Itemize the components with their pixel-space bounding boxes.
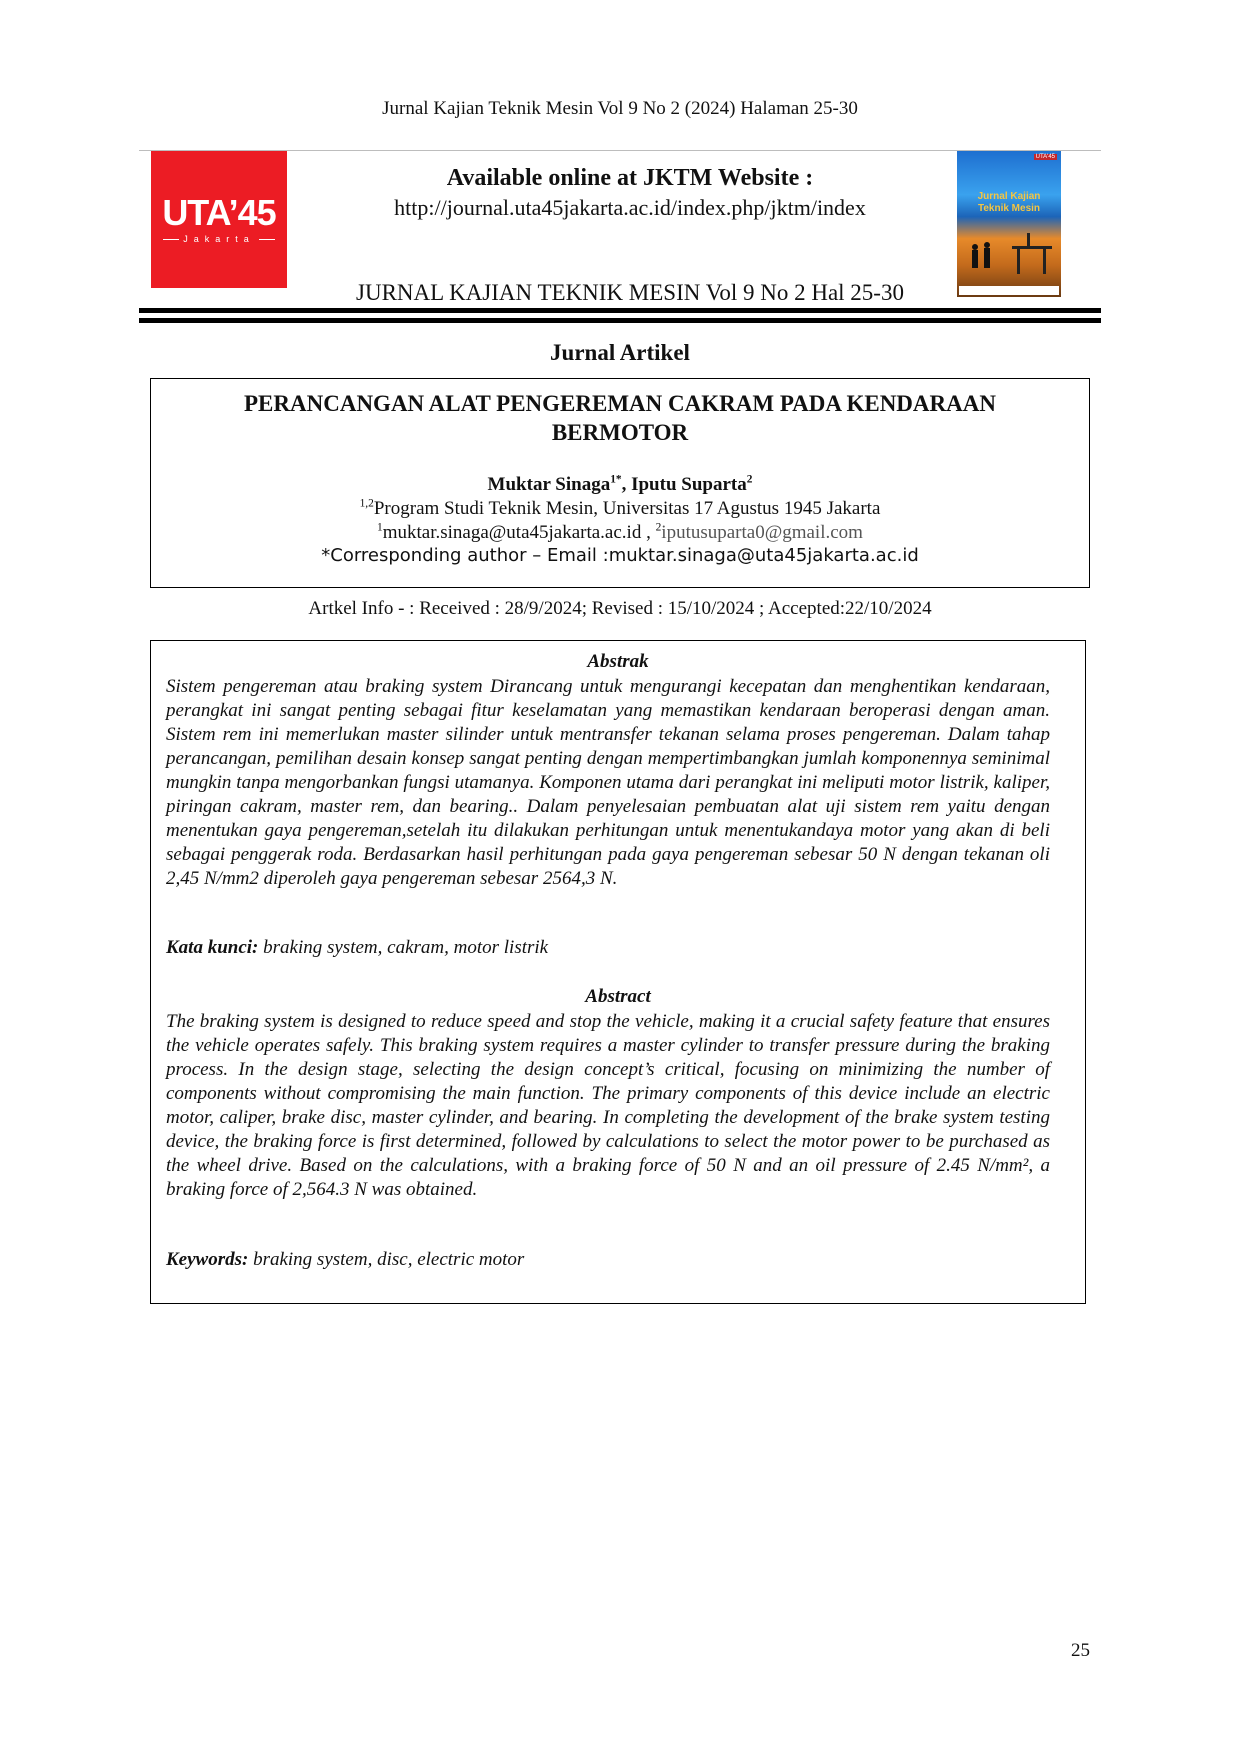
journal-volume-line: JURNAL KAJIAN TEKNIK MESIN Vol 9 No 2 Hal 25-30 xyxy=(356,280,904,305)
abstract-body: The braking system is designed to reduce speed and stop the vehicle, making it a crucial safety feature that ensures the vehicle operates safely. This braking system requires a master cylinder to transfer pressure during the braking process. In the design stage, selecting the design concept’s critical, focusing on minimizing the number of components without compromising the main function. The primary components of this device include an electric motor, caliper, brake disc, master cylinder, and bearing. In completing the development of the brake system testing device, the braking force is first determined, followed by calculations to select the motor power to be purchased as the wheel drive. Based on the calculations, with a braking force of 50 N and an oil pressure of 2.45 N/mm², a braking force of 2,564.3 N was obtained. xyxy=(166,1011,1050,1200)
article-info: Artkel Info - : Received : 28/9/2024; Revised : 15/10/2024 ; Accepted:22/10/2024 xyxy=(308,598,932,619)
email-link-2[interactable]: iputusuparta0@gmail.com xyxy=(661,522,863,543)
journal-cover-image: UTA'45 Jurnal Kajian Teknik Mesin xyxy=(957,151,1061,297)
page-number: 25 xyxy=(1071,1640,1090,1661)
section-label: Jurnal Artikel xyxy=(550,340,690,365)
thick-divider-1 xyxy=(139,308,1101,313)
author-emails: $^1$muktar.sinaga@uta45jakarta.ac.id , $^2$iputusuparta0@gmail.com xyxy=(377,521,863,543)
abstrak-heading: Abstrak xyxy=(587,651,649,672)
cover-silhouette-icon xyxy=(957,151,1061,297)
abstract-heading: Abstract xyxy=(585,986,651,1007)
logo-text: UTA’45 xyxy=(162,192,276,233)
article-title: PERANCANGAN ALAT PENGEREMAN CAKRAM PADA KENDARAAN BERMOTOR xyxy=(244,391,996,445)
kata-kunci: Kata kunci: braking system, cakram, motor listrik xyxy=(166,937,549,958)
thick-divider-2 xyxy=(139,318,1101,323)
journal-url-link[interactable]: http://journal.uta45jakarta.ac.id/index.php/jktm/index xyxy=(394,195,866,220)
affiliation: $^{1,2}$Program Studi Teknik Mesin, Universitas 17 Agustus 1945 Jakarta xyxy=(359,497,881,519)
available-online-title: Available online at JKTM Website : xyxy=(446,165,814,191)
authors: Muktar Sinaga$^{1*}$, Iputu Suparta$^2$ xyxy=(487,473,753,495)
running-head: Jurnal Kajian Teknik Mesin Vol 9 No 2 (2024) Halaman 25-30 xyxy=(382,98,858,119)
email-link-1[interactable]: muktar.sinaga@uta45jakarta.ac.id xyxy=(382,522,642,543)
keywords: Keywords: braking system, disc, electric motor xyxy=(166,1249,525,1270)
uta45-logo xyxy=(151,151,287,288)
corresponding-author: *Corresponding author – Email :muktar.sinaga@uta45jakarta.ac.id xyxy=(321,545,919,566)
abstrak-body: Sistem pengereman atau braking system Dirancang untuk mengurangi kecepatan dan menghentikan kendaraan, perangkat ini sangat penting sebagai fitur keselamatan yang memastikan kendaraan beroperasi dengan aman. Sistem rem ini memerlukan master silinder untuk mentransfer tekanan selama proses pengereman. Dalam tahap perancangan, pemilihan desain konsep sangat penting dengan mempertimbangkan jumlah komponennya seminimal mungkin tanpa mengorbankan fungsi utamanya. Komponen utama dari perangkat ini meliputi motor listrik, kaliper, piringan cakram, master rem, dan bearing.. Dalam penyelesaian pembuatan alat uji sistem rem yaitu dengan menentukan gaya pengereman,setelah itu dilakukan perhitungan untuk menentukandaya motor yang akan di beli sebagai penggerak roda. Berdasarkan hasil perhitungan pada gaya pengereman sebesar 50 N dengan tekanan oli 2,45 N/mm2 diperoleh gaya pengereman sebesar 2564,3 N. xyxy=(166,676,1050,889)
logo-subtext: Jakarta xyxy=(163,234,275,244)
